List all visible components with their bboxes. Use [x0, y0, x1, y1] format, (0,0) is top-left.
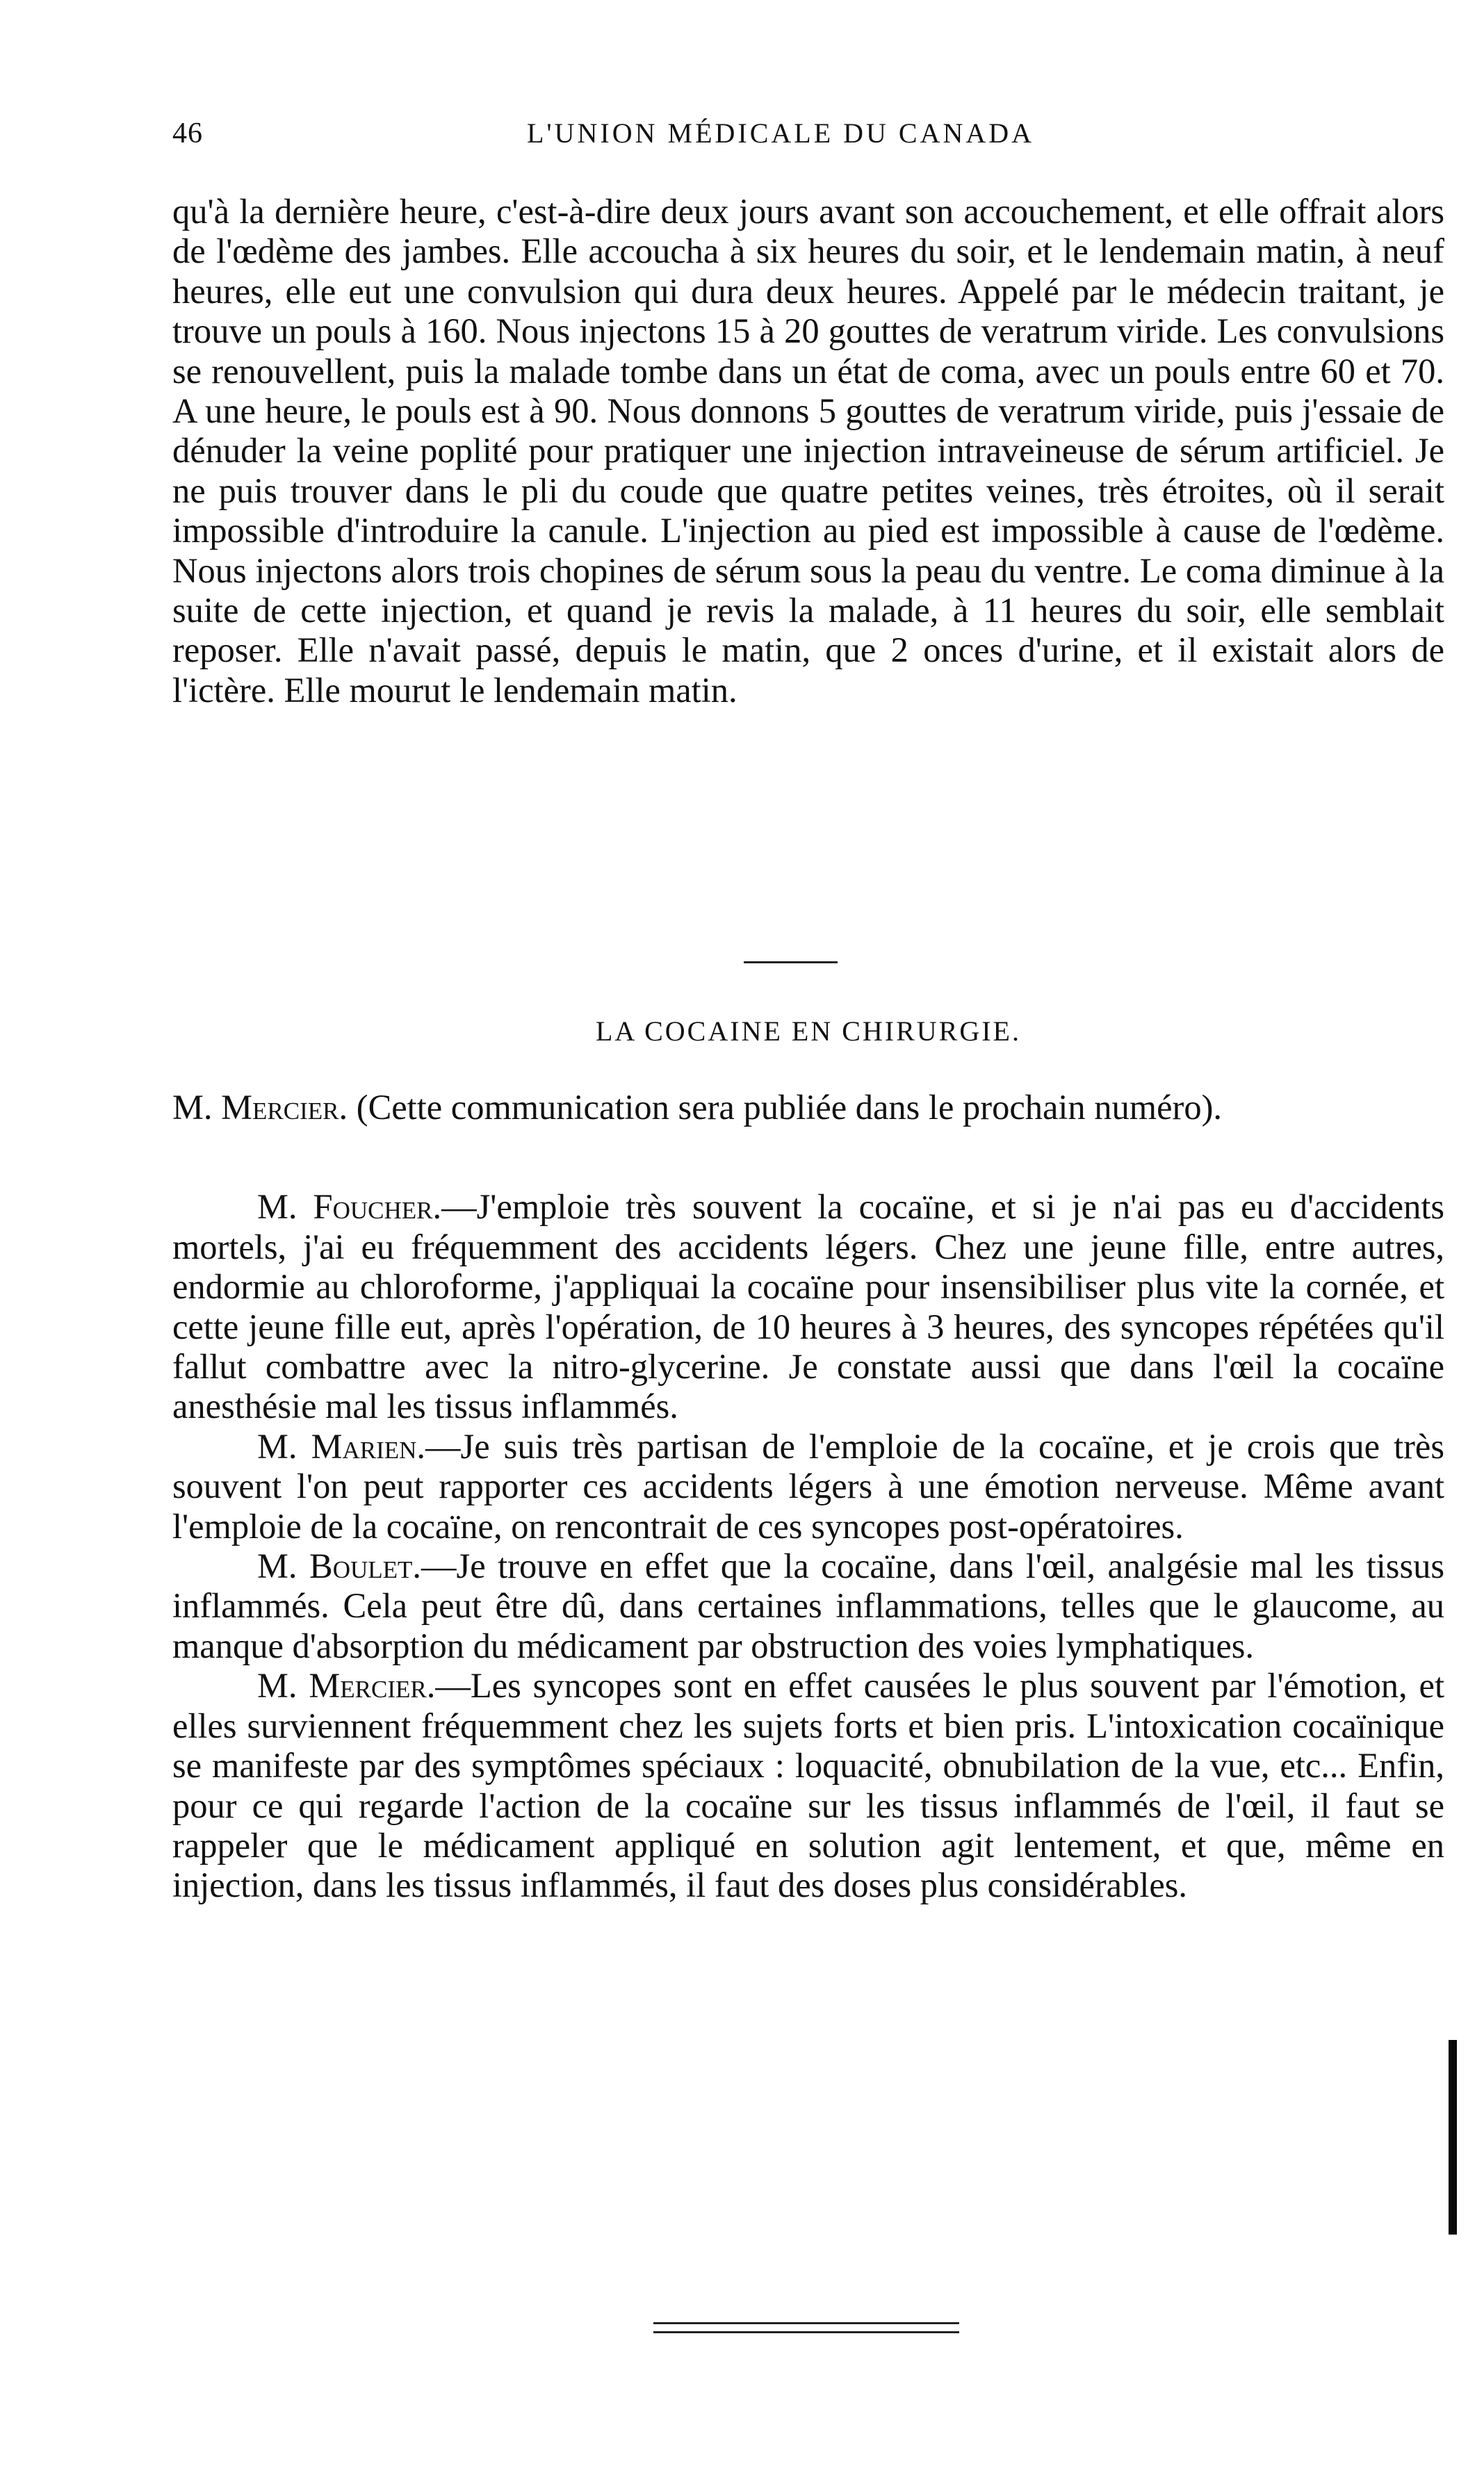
- journal-title: L'UNION MÉDICALE DU CANADA: [527, 117, 1035, 149]
- running-header: [172, 117, 1104, 158]
- speaker-name: M. Foucher.: [257, 1187, 442, 1227]
- entry-text: Je suis très partisan de l'emploie de la cocaïne, et je crois que très souvent l'on peut rapporter ces accidents légers à une émotion nerveuse. Même avant l'emploie de la cocaïne, on rencontrait de ces syncopes post-opératoires.: [172, 1426, 1444, 1546]
- section-heading: LA COCAINE EN CHIRURGIE.: [596, 1015, 1021, 1047]
- speaker-name: M. Boulet.: [257, 1546, 422, 1586]
- speaker-separator: —: [435, 1666, 471, 1706]
- speaker-name: M. Marien.: [257, 1426, 426, 1466]
- speaker-separator: [348, 1088, 357, 1127]
- discussion-entry-marien: [172, 1427, 1444, 1546]
- discussion-entry-foucher: [172, 1187, 1444, 1426]
- entry-text: Les syncopes sont en effet causées le plus souvent par l'émotion, et elles surviennent fréquemment chez les sujets forts et bien pris. L'intoxication cocaïnique se manifeste par des symptômes spéciaux : loquacité, obnubilation de la vue, etc... Enfin, pour ce qui regarde l'action de la cocaïne sur les tissus inflammés de l'œil, il faut se rappeler que le médicament appliqué en solution agit lentement, et que, même en injection, dans les tissus inflammés, il faut des doses plus considérables.: [172, 1666, 1444, 1905]
- margin-scan-bar: [1449, 2040, 1457, 2235]
- discussion-entry-mercier: [172, 1666, 1444, 1905]
- entry-text: J'emploie très souvent la cocaïne, et si je n'ai pas eu d'accidents mortels, j'ai eu fréquemment des accidents légers. Chez une jeune fille, entre autres, endormie au chloroforme, j'appliquai la cocaïne pour insensibiliser plus vite la cornée, et cette jeune fille eut, après l'opération, de 10 heures à 3 heures, des syncopes répétées qu'il fallut combattre avec la nitro-glycerine. Je constate aussi que dans l'œil la cocaïne anesthésie mal les tissus inflammés.: [172, 1187, 1445, 1426]
- end-double-rule: [653, 2322, 959, 2333]
- entry-text: (Cette communication sera publiée dans le prochain numéro).: [356, 1088, 1223, 1127]
- discussion-entry-mercier-note: [172, 1088, 1444, 1127]
- speaker-separator: —: [421, 1546, 457, 1586]
- speaker-separator: —: [441, 1187, 477, 1227]
- section-divider-rule: [744, 961, 838, 963]
- speaker-name: M. Mercier.: [172, 1088, 348, 1127]
- case-report-paragraph: qu'à la dernière heure, c'est-à-dire deux jours avant son accouchement, et elle offrait alors de l'œdème des jambes. Elle accoucha à six heures du soir, et le lendemain matin, à neuf heures, elle eut une convulsion qui dura deux heures. Appelé par le médecin traitant, je trouve un pouls à 160. Nous injectons 15 à 20 gouttes de veratrum viride. Les convulsions se renouvellent, puis la malade tombe dans un état de coma, avec un pouls entre 60 et 70. A une heure, le pouls est à 90. Nous donnons 5 gouttes de veratrum viride, puis j'essaie de dénuder la veine poplité pour pratiquer une injection intraveineuse de sérum artificiel. Je ne puis trouver dans le pli du coude que quatre petites veines, très étroites, où il serait impossible d'introduire la canule. L'injection au pied est impossible à cause de l'œdème. Nous injectons alors trois chopines de sérum sous la peau du ventre. Le coma diminue à la suite de cette injection, et quand je revis la malade, à 11 heures du soir, elle semblait reposer. Elle n'avait passé, depuis le matin, que 2 onces d'urine, et il existait alors de l'ictère. Elle mourut le lendemain matin.: [172, 192, 1444, 710]
- discussion-entry-boulet: [172, 1546, 1444, 1666]
- entry-text: Je trouve en effet que la cocaïne, dans l'œil, analgésie mal les tissus inflammés. Cela peut être dû, dans certaines inflammations, telles que le glaucome, au manque d'absorption du médicament par obstruction des voies lymphatiques.: [172, 1546, 1445, 1665]
- speaker-separator: —: [425, 1426, 461, 1466]
- discussion-section: [172, 1088, 1444, 1906]
- speaker-name: M. Mercier.: [257, 1666, 436, 1706]
- page-number: 46: [172, 117, 203, 149]
